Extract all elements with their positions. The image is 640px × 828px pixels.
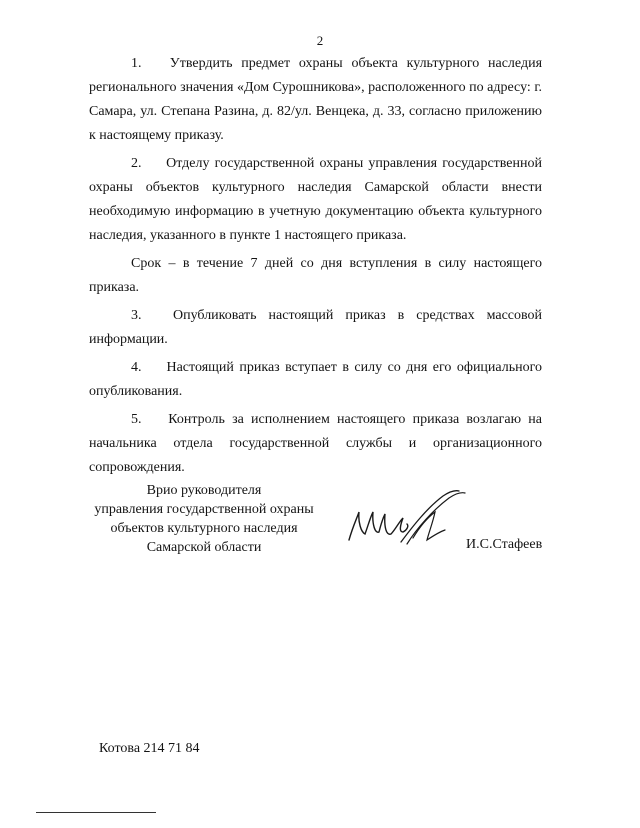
document-body — [89, 52, 542, 480]
contact-info: Котова 214 71 84 — [99, 741, 200, 756]
paragraph-text: Утвердить предмет охраны объекта культурного наследия регионального значения «Дом Сурошникова», расположенного по адресу: г. Самара, ул. Степана Разина, д. 82/ул. Венцека, д. 33, согласно приложению к настоящему приказу. — [89, 56, 543, 143]
paragraph-number: 1. — [131, 56, 142, 71]
paragraph-3 — [89, 304, 542, 352]
paragraph-text: Контроль за исполнением настоящего приказа возлагаю на начальника отдела государственной службы и организационного сопровождения. — [89, 412, 543, 475]
paragraph-5 — [89, 408, 542, 480]
paragraph-2 — [89, 152, 542, 248]
paragraph-number: 3. — [131, 308, 142, 323]
signatory-title — [89, 481, 319, 557]
signer-name: И.С.Стафеев — [466, 537, 543, 552]
signatory-title-line: управления государственной охраны — [94, 502, 314, 517]
paragraph-text: Настоящий приказ вступает в силу со дня его официального опубликования. — [89, 360, 543, 399]
signatory-title-line: Врио руководителя — [146, 483, 262, 498]
paragraph-4 — [89, 356, 542, 404]
paragraph-number: 2. — [131, 156, 142, 171]
signatory-title-line: объектов культурного наследия — [110, 521, 298, 536]
page-number: 2 — [316, 33, 324, 48]
paragraph-text: Опубликовать настоящий приказ в средствах массовой информации. — [89, 308, 542, 347]
footer-divider — [36, 812, 156, 813]
paragraph-number: 4. — [131, 360, 142, 375]
handwritten-signature — [343, 482, 473, 552]
signatory-title-line: Самарской области — [146, 540, 262, 555]
paragraph-text: Срок – в течение 7 дней со дня вступления в силу настоящего приказа. — [89, 256, 542, 295]
paragraph-1 — [89, 52, 542, 148]
paragraph-number: 5. — [131, 412, 142, 427]
paragraph-deadline — [89, 252, 542, 300]
paragraph-text: Отделу государственной охраны управления государственной охраны объектов культурного наследия Самарской области внести необходимую информацию в учетную документацию объекта культурного наследия, указанного в пункте 1 настоящего приказа. — [89, 156, 542, 243]
